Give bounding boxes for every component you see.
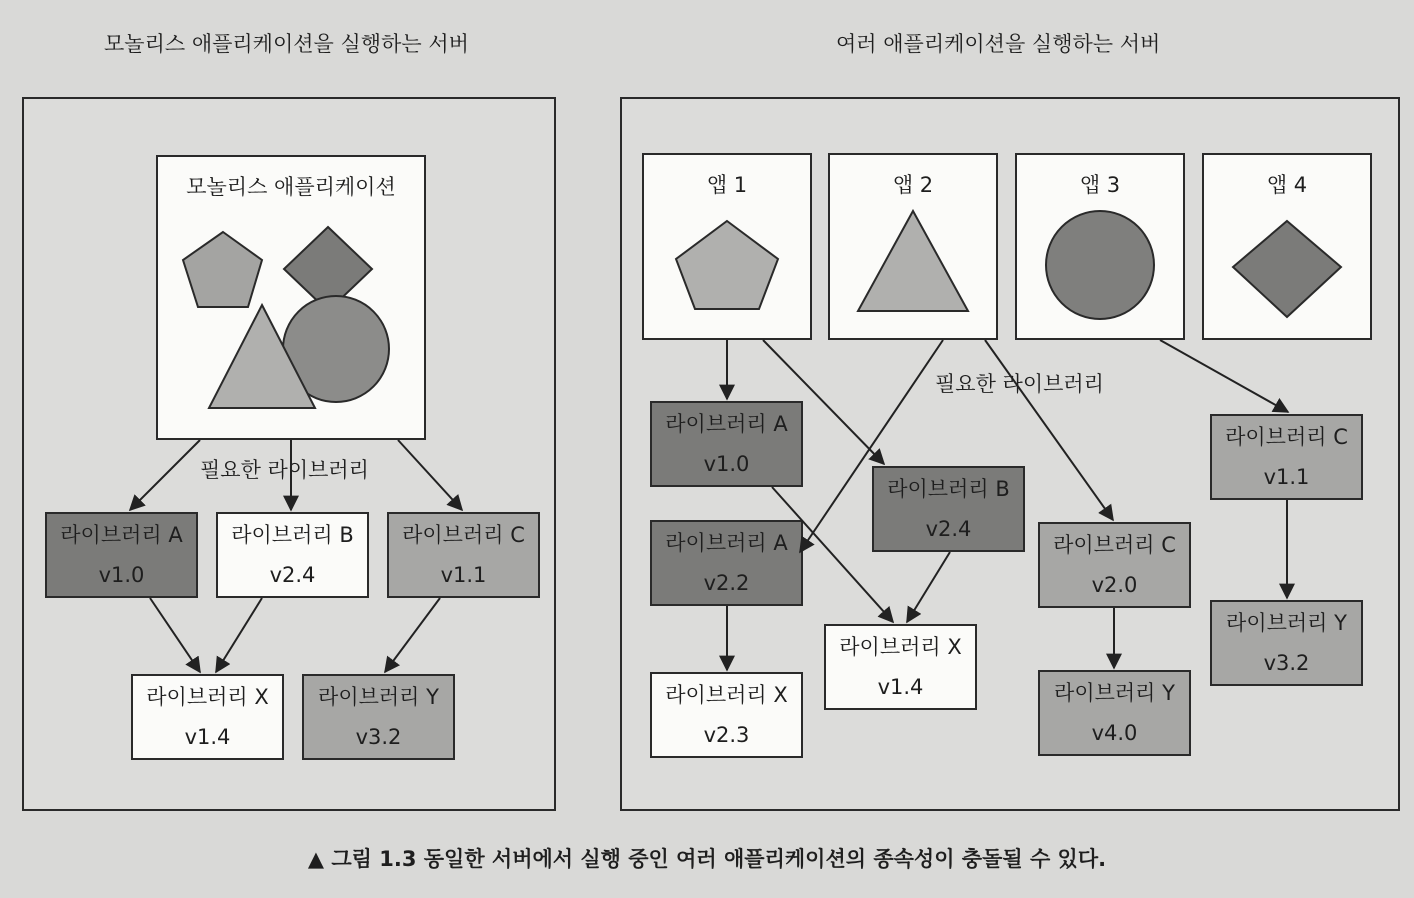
- lib-version: v1.1: [1263, 465, 1310, 489]
- lib-name: 라이브러리 B: [231, 523, 354, 547]
- lib-name: 라이브러리 B: [887, 477, 1010, 501]
- lib-version: v1.4: [877, 675, 924, 699]
- lib-name: 라이브러리 Y: [1226, 611, 1347, 635]
- lib-name: 라이브러리 Y: [318, 685, 439, 709]
- arrow-lib-c-to-y: [385, 598, 440, 672]
- lib-version: v2.2: [703, 571, 750, 595]
- lib-name: 라이브러리 A: [665, 531, 788, 555]
- app-2-label: 앱 2: [892, 173, 934, 197]
- arrow-lib-b-to-x: [216, 598, 262, 672]
- lib-name: 라이브러리 A: [665, 412, 788, 436]
- lib-name: 라이브러리 Y: [1054, 681, 1175, 705]
- arrow-mono-to-lib-a: [130, 440, 200, 510]
- lib-version: v1.4: [184, 725, 231, 749]
- lib-version: v1.0: [98, 563, 145, 587]
- left-needed-label: 필요한 라이브러리: [200, 458, 369, 482]
- arrow-lib-a1-to-x14: [772, 487, 893, 622]
- app-3-label: 앱 3: [1079, 173, 1121, 197]
- lib-name: 라이브러리 C: [1053, 533, 1176, 557]
- lib-name: 라이브러리 A: [60, 523, 183, 547]
- arrow-mono-to-lib-c: [398, 440, 462, 510]
- right-needed-label: 필요한 라이브러리: [935, 372, 1104, 396]
- lib-name: 라이브러리 X: [146, 685, 269, 709]
- arrow-app3-to-lib-c11: [1160, 340, 1288, 412]
- left-server-title: 모놀리스 애플리케이션을 실행하는 서버: [104, 32, 469, 56]
- right-server-title: 여러 애플리케이션을 실행하는 서버: [836, 32, 1161, 56]
- app-1-label: 앱 1: [706, 173, 748, 197]
- arrow-app1-to-lib-b: [763, 340, 884, 464]
- lib-version: v4.0: [1091, 721, 1138, 745]
- monolith-app-label: 모놀리스 애플리케이션: [186, 175, 396, 199]
- lib-version: v1.1: [440, 563, 487, 587]
- lib-name: 라이브러리 C: [1225, 425, 1348, 449]
- lib-version: v2.0: [1091, 573, 1138, 597]
- arrow-lib-a-to-x: [150, 598, 200, 672]
- lib-version: v2.4: [269, 563, 316, 587]
- arrow-app2-to-lib-a2: [800, 340, 943, 552]
- lib-version: v1.0: [703, 452, 750, 476]
- lib-name: 라이브러리 C: [402, 523, 525, 547]
- lib-name: 라이브러리 X: [665, 683, 788, 707]
- app-4-label: 앱 4: [1266, 173, 1308, 197]
- lib-version: v3.2: [1263, 651, 1310, 675]
- lib-name: 라이브러리 X: [839, 635, 962, 659]
- lib-version: v2.3: [703, 723, 750, 747]
- lib-version: v2.4: [925, 517, 972, 541]
- figure-caption: ▲ 그림 1.3 동일한 서버에서 실행 중인 여러 애플리케이션의 종속성이 충돌될 수 있다.: [307, 847, 1107, 871]
- lib-version: v3.2: [355, 725, 402, 749]
- arrow-app2-to-lib-c20: [985, 340, 1113, 520]
- arrow-lib-b-to-x14: [907, 552, 950, 622]
